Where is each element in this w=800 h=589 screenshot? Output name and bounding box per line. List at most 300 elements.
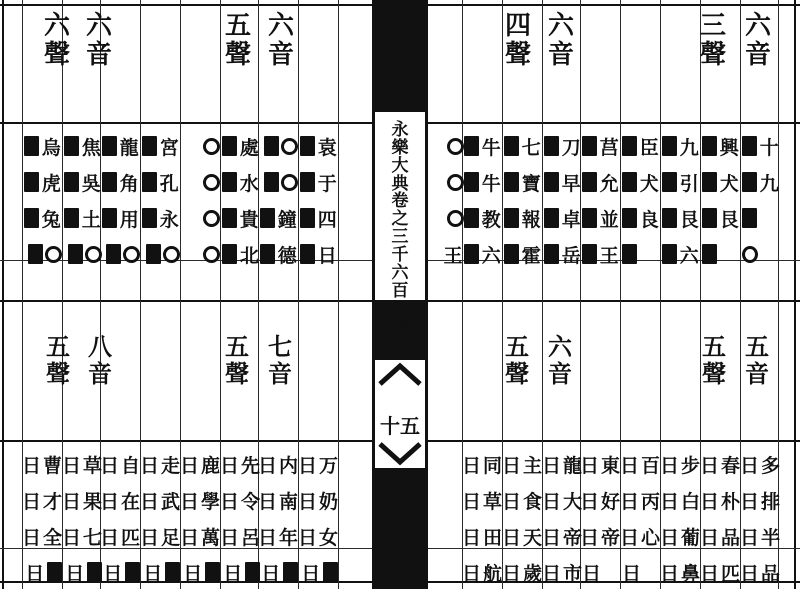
entry-prefix: 日 xyxy=(659,454,679,477)
entry-glyph: 良 xyxy=(639,208,659,231)
entry-glyph: 角 xyxy=(119,172,139,195)
entry-prefix: 日 xyxy=(257,526,277,549)
ink-block xyxy=(582,136,597,156)
entry-glyph: 學 xyxy=(200,490,220,513)
entry-cell xyxy=(260,128,298,164)
heading-char: 六 xyxy=(44,11,71,41)
heading-char: 聲 xyxy=(44,40,71,71)
heading-char: 聲 xyxy=(702,358,726,388)
entry-column-bmr-3 xyxy=(501,446,542,589)
ink-block xyxy=(142,136,157,156)
ink-block xyxy=(544,172,559,192)
entry-glyph: 百 xyxy=(640,454,660,477)
entry-column-bml-3 xyxy=(219,446,260,589)
entry-glyph: 春 xyxy=(720,454,740,477)
entry-column-tr-5 xyxy=(582,128,620,272)
entry-cell xyxy=(219,482,260,518)
entry-glyph: 好 xyxy=(600,490,620,513)
entry-prefix: 日 xyxy=(699,490,719,513)
entry-glyph: 土 xyxy=(81,208,101,231)
spine-block-bottom xyxy=(375,468,425,589)
entry-prefix: 日 xyxy=(261,562,281,585)
entry-glyph: 用 xyxy=(119,208,139,231)
spine-title-char-12: 九 xyxy=(391,334,409,355)
entry-prefix: 日 xyxy=(739,454,759,477)
entry-glyph: 足 xyxy=(160,526,180,549)
entry-prefix: 日 xyxy=(21,490,41,513)
entry-cell xyxy=(142,236,180,272)
heading-top-midright-yin xyxy=(548,12,574,70)
entry-cell xyxy=(662,236,700,272)
entry-glyph: 走 xyxy=(160,454,180,477)
entry-prefix: 日 xyxy=(297,526,317,549)
entry-glyph: 鐘 xyxy=(277,208,297,231)
entry-prefix: 日 xyxy=(61,526,81,549)
entry-cell xyxy=(430,128,464,164)
heading-char: 六 xyxy=(548,332,572,361)
entry-prefix: 日 xyxy=(699,454,719,477)
entry-column-tl-6 xyxy=(102,128,140,272)
ink-block xyxy=(544,244,559,264)
entry-cell xyxy=(182,554,220,589)
entry-cell xyxy=(582,554,620,589)
entry-glyph: 南 xyxy=(278,490,298,513)
entry-glyph: 虎 xyxy=(41,172,61,195)
ink-block xyxy=(742,172,757,192)
heading-char: 五 xyxy=(745,332,769,361)
entry-glyph: 興 xyxy=(719,136,739,159)
entry-glyph: 孔 xyxy=(159,172,179,195)
heading-bottom-right-yin xyxy=(745,334,769,388)
entry-prefix: 日 xyxy=(179,490,199,513)
entry-column-tl-3 xyxy=(222,128,260,272)
heading-char: 六 xyxy=(268,11,295,41)
entry-cell xyxy=(742,200,780,236)
entry-glyph: 龍 xyxy=(562,454,582,477)
entry-glyph: 内 xyxy=(278,454,298,477)
entry-cell xyxy=(179,482,220,518)
heading-char: 聲 xyxy=(505,40,532,71)
entry-column-tm-3 xyxy=(464,128,502,272)
entry-glyph: 霍 xyxy=(521,244,541,267)
entry-cell xyxy=(739,482,780,518)
entry-cell xyxy=(622,128,660,164)
entry-glyph: 歲 xyxy=(522,562,542,585)
entry-cell xyxy=(300,200,338,236)
entry-cell xyxy=(24,236,62,272)
entry-prefix: 日 xyxy=(297,490,317,513)
entry-glyph: 草 xyxy=(482,490,502,513)
entry-prefix: 日 xyxy=(301,562,321,585)
heading-char: 聲 xyxy=(505,358,529,388)
entry-glyph: 食 xyxy=(522,490,542,513)
entry-prefix: 日 xyxy=(739,526,759,549)
entry-cell xyxy=(659,446,700,482)
ink-block xyxy=(702,172,717,192)
ink-block xyxy=(205,562,220,582)
entry-column-bmr-2 xyxy=(541,446,582,589)
heading-top-right-yin xyxy=(745,12,771,70)
spine-title-char-4: 卷 xyxy=(391,191,409,212)
ink-block xyxy=(142,208,157,228)
ink-block xyxy=(662,244,677,264)
entry-glyph: 鼻 xyxy=(680,562,700,585)
heading-char: 音 xyxy=(88,358,112,388)
entry-cell xyxy=(579,518,620,554)
entry-cell xyxy=(699,446,740,482)
entry-cell xyxy=(461,554,502,589)
ink-ring xyxy=(281,138,298,155)
center-spine xyxy=(372,0,428,589)
ink-block xyxy=(622,208,637,228)
entry-column-br-2 xyxy=(699,446,740,589)
entry-cell xyxy=(544,128,582,164)
ink-block xyxy=(222,208,237,228)
ink-block xyxy=(68,244,83,264)
entry-prefix: 日 xyxy=(659,526,679,549)
entry-cell xyxy=(300,164,338,200)
ink-ring xyxy=(45,246,62,263)
entry-glyph: 日 xyxy=(317,244,337,267)
entry-glyph: 大 xyxy=(562,490,582,513)
entry-prefix: 日 xyxy=(179,454,199,477)
entry-prefix: 日 xyxy=(501,526,521,549)
col-rule-l9 xyxy=(338,0,339,589)
entry-cell xyxy=(464,128,502,164)
entry-column-tl-4 xyxy=(182,128,220,272)
entry-glyph: 牛 xyxy=(481,172,501,195)
entry-glyph: 朴 xyxy=(720,490,740,513)
entry-cell xyxy=(742,164,780,200)
ink-block xyxy=(464,136,479,156)
ink-block xyxy=(300,136,315,156)
heading-char: 六 xyxy=(745,11,772,41)
entry-glyph: 岳 xyxy=(561,244,581,267)
entry-glyph: 四 xyxy=(317,208,337,231)
entry-prefix: 日 xyxy=(183,562,203,585)
entry-glyph: 呂 xyxy=(240,526,260,549)
ink-block xyxy=(102,208,117,228)
entry-cell xyxy=(297,518,338,554)
ink-block xyxy=(464,172,479,192)
entry-glyph: 報 xyxy=(521,208,541,231)
entry-glyph: 處 xyxy=(239,136,259,159)
entry-cell xyxy=(501,446,542,482)
entry-column-tl-2 xyxy=(260,128,298,272)
heading-char: 聲 xyxy=(225,358,249,388)
heading-char: 五 xyxy=(225,11,252,41)
entry-cell xyxy=(504,200,542,236)
ink-block xyxy=(125,562,140,582)
entry-glyph: 六 xyxy=(679,244,699,267)
entry-glyph: 同 xyxy=(482,454,502,477)
ink-block xyxy=(662,136,677,156)
ink-block xyxy=(87,562,102,582)
ink-block xyxy=(582,172,597,192)
heading-char: 聲 xyxy=(225,40,252,71)
entry-prefix: 日 xyxy=(219,454,239,477)
entry-cell xyxy=(297,446,338,482)
heading-top-left-yin xyxy=(86,12,112,70)
ink-block xyxy=(582,244,597,264)
entry-glyph: 才 xyxy=(42,490,62,513)
entry-cell xyxy=(219,518,260,554)
heading-char: 音 xyxy=(745,40,772,71)
entry-cell xyxy=(222,236,260,272)
ink-block xyxy=(64,208,79,228)
entry-cell xyxy=(739,554,780,589)
spine-title-char-8: 六 xyxy=(391,262,409,283)
entry-cell xyxy=(739,518,780,554)
entry-glyph: 水 xyxy=(239,172,259,195)
entry-prefix: 日 xyxy=(139,526,159,549)
entry-column-bl-2 xyxy=(99,446,140,589)
entry-cell xyxy=(24,128,62,164)
entry-cell xyxy=(260,554,298,589)
ink-block xyxy=(47,562,62,582)
heading-char: 音 xyxy=(268,358,292,388)
entry-glyph: 九 xyxy=(679,136,699,159)
ink-block xyxy=(106,244,121,264)
entry-cell xyxy=(179,518,220,554)
entry-glyph: 龍 xyxy=(119,136,139,159)
entry-glyph: 引 xyxy=(679,172,699,195)
entry-glyph: 匹 xyxy=(120,526,140,549)
entry-cell xyxy=(61,482,102,518)
entry-prefix: 日 xyxy=(659,490,679,513)
entry-glyph: 品 xyxy=(720,526,740,549)
entry-cell xyxy=(139,482,180,518)
ink-block xyxy=(245,562,260,582)
heading-top-midright-sheng xyxy=(505,12,531,70)
ink-block xyxy=(622,136,637,156)
ink-block xyxy=(742,208,757,228)
entry-prefix: 日 xyxy=(739,490,759,513)
heading-char: 音 xyxy=(745,358,769,388)
entry-cell xyxy=(659,482,700,518)
entry-glyph: 莒 xyxy=(599,136,619,159)
entry-prefix: 日 xyxy=(139,490,159,513)
entry-cell xyxy=(99,518,140,554)
entry-glyph: 寶 xyxy=(521,172,541,195)
ink-ring xyxy=(163,246,180,263)
entry-prefix: 日 xyxy=(139,454,159,477)
entry-glyph: 艮 xyxy=(719,208,739,231)
entry-column-br-1 xyxy=(739,446,780,589)
frame-left-rule xyxy=(2,0,4,589)
ink-block xyxy=(64,172,79,192)
entry-prefix: 日 xyxy=(143,562,163,585)
entry-glyph: 永 xyxy=(159,208,179,231)
entry-cell xyxy=(544,164,582,200)
entry-cell xyxy=(182,128,220,164)
entry-cell xyxy=(300,128,338,164)
ink-block xyxy=(464,244,479,264)
spine-title-char-7: 千 xyxy=(391,244,409,265)
entry-glyph: 天 xyxy=(522,526,542,549)
chevron-down-icon xyxy=(378,440,422,466)
ink-block xyxy=(283,562,298,582)
entry-glyph: 航 xyxy=(482,562,502,585)
heading-top-left-sheng xyxy=(44,12,70,70)
entry-glyph: 牛 xyxy=(481,136,501,159)
ink-block xyxy=(64,136,79,156)
entry-cell xyxy=(260,200,298,236)
spine-title-char-10: 二 xyxy=(391,298,409,319)
entry-glyph: 在 xyxy=(120,490,140,513)
ink-block xyxy=(662,208,677,228)
entry-glyph: 多 xyxy=(760,454,780,477)
entry-cell xyxy=(461,518,502,554)
entry-glyph: 德 xyxy=(277,244,297,267)
entry-glyph: 自 xyxy=(120,454,140,477)
entry-glyph: 卓 xyxy=(561,208,581,231)
ink-ring xyxy=(85,246,102,263)
entry-cell xyxy=(430,200,464,236)
entry-cell xyxy=(662,200,700,236)
entry-glyph: 刀 xyxy=(561,136,581,159)
spine-title-char-9: 百 xyxy=(391,280,409,301)
entry-glyph: 帝 xyxy=(562,526,582,549)
entry-prefix: 日 xyxy=(541,454,561,477)
entry-cell xyxy=(64,236,102,272)
entry-column-bl-1 xyxy=(139,446,180,589)
entry-glyph: 犬 xyxy=(639,172,659,195)
heading-char: 音 xyxy=(86,40,113,71)
entry-cell xyxy=(541,482,582,518)
ink-block xyxy=(24,172,39,192)
entry-glyph: 萬 xyxy=(200,526,220,549)
heading-bottom-midleft-sheng xyxy=(225,334,249,388)
entry-glyph: 奶 xyxy=(318,490,338,513)
entry-column-bl-3 xyxy=(61,446,102,589)
ink-ring xyxy=(203,246,220,263)
entry-prefix: 日 xyxy=(223,562,243,585)
entry-prefix: 日 xyxy=(659,562,679,585)
entry-cell xyxy=(619,446,660,482)
band-rule-upper-right xyxy=(428,122,800,124)
entry-cell xyxy=(582,164,620,200)
entry-glyph: 焦 xyxy=(81,136,101,159)
entry-prefix: 日 xyxy=(257,454,277,477)
entry-glyph: 貴 xyxy=(239,208,259,231)
heading-bottom-midright-yin xyxy=(548,334,572,388)
heading-char: 音 xyxy=(548,40,575,71)
spine-title-char-5: 之 xyxy=(391,209,409,230)
heading-bottom-right-sheng xyxy=(702,334,726,388)
entry-cell xyxy=(461,446,502,482)
entry-prefix: 日 xyxy=(619,454,639,477)
entry-cell xyxy=(179,446,220,482)
entry-cell xyxy=(619,518,660,554)
entry-glyph: 並 xyxy=(599,208,619,231)
entry-cell xyxy=(300,554,338,589)
spine-title-char-2: 大 xyxy=(391,155,409,176)
ink-block xyxy=(222,244,237,264)
ink-block xyxy=(260,208,275,228)
entry-glyph: 帝 xyxy=(600,526,620,549)
entry-prefix: 日 xyxy=(461,526,481,549)
entry-cell xyxy=(464,200,502,236)
entry-cell xyxy=(257,482,298,518)
ink-block xyxy=(264,136,279,156)
heading-char: 八 xyxy=(88,332,112,361)
entry-prefix: 日 xyxy=(219,526,239,549)
ink-block xyxy=(702,244,717,264)
entry-cell xyxy=(257,518,298,554)
entry-column-bl-4 xyxy=(21,446,62,589)
entry-column-tr-4 xyxy=(622,128,660,272)
entry-glyph: 艮 xyxy=(679,208,699,231)
entry-cell xyxy=(579,482,620,518)
entry-prefix: 日 xyxy=(21,454,41,477)
entry-glyph: 吳 xyxy=(81,172,101,195)
entry-cell xyxy=(699,518,740,554)
ink-block xyxy=(742,136,757,156)
entry-prefix: 日 xyxy=(501,490,521,513)
ink-block xyxy=(662,172,677,192)
spine-title-char-0: 永 xyxy=(391,120,409,140)
entry-prefix: 日 xyxy=(61,490,81,513)
entry-glyph: 九 xyxy=(759,172,779,195)
entry-cell xyxy=(582,200,620,236)
entry-cell xyxy=(142,200,180,236)
heading-bottom-left-sheng xyxy=(46,334,70,388)
entry-glyph: 白 xyxy=(680,490,700,513)
ink-block xyxy=(222,172,237,192)
entry-cell xyxy=(24,554,62,589)
entry-cell xyxy=(501,554,542,589)
entry-prefix: 日 xyxy=(699,562,719,585)
entry-prefix: 日 xyxy=(61,454,81,477)
entry-cell xyxy=(139,446,180,482)
ink-block xyxy=(24,208,39,228)
entry-cell xyxy=(219,446,260,482)
entry-cell xyxy=(702,236,740,272)
entry-cell xyxy=(297,482,338,518)
entry-cell xyxy=(64,164,102,200)
entry-cell xyxy=(222,554,260,589)
entry-prefix: 日 xyxy=(257,490,277,513)
ink-block xyxy=(504,136,519,156)
entry-cell xyxy=(622,554,660,589)
heading-bottom-midleft-yin xyxy=(268,334,292,388)
entry-column-tr-2 xyxy=(702,128,740,272)
entry-cell xyxy=(461,482,502,518)
entry-glyph: 先 xyxy=(240,454,260,477)
ink-block xyxy=(504,244,519,264)
spine-title xyxy=(375,120,425,355)
entry-cell xyxy=(99,482,140,518)
band-rule-lower-right xyxy=(428,440,800,442)
ink-block xyxy=(102,136,117,156)
entry-prefix: 日 xyxy=(579,490,599,513)
band-rule-lower xyxy=(0,440,372,442)
entry-column-tm-4 xyxy=(430,128,464,272)
entry-prefix: 日 xyxy=(99,526,119,549)
entry-cell xyxy=(430,236,464,272)
entry-cell xyxy=(102,554,140,589)
entry-cell xyxy=(222,128,260,164)
entry-cell xyxy=(24,200,62,236)
entry-prefix: 日 xyxy=(461,490,481,513)
entry-glyph: 允 xyxy=(599,172,619,195)
entry-prefix: 日 xyxy=(219,490,239,513)
entry-prefix: 日 xyxy=(699,526,719,549)
entry-glyph: 步 xyxy=(680,454,700,477)
band-rule-upper xyxy=(0,122,372,124)
entry-cell xyxy=(544,236,582,272)
